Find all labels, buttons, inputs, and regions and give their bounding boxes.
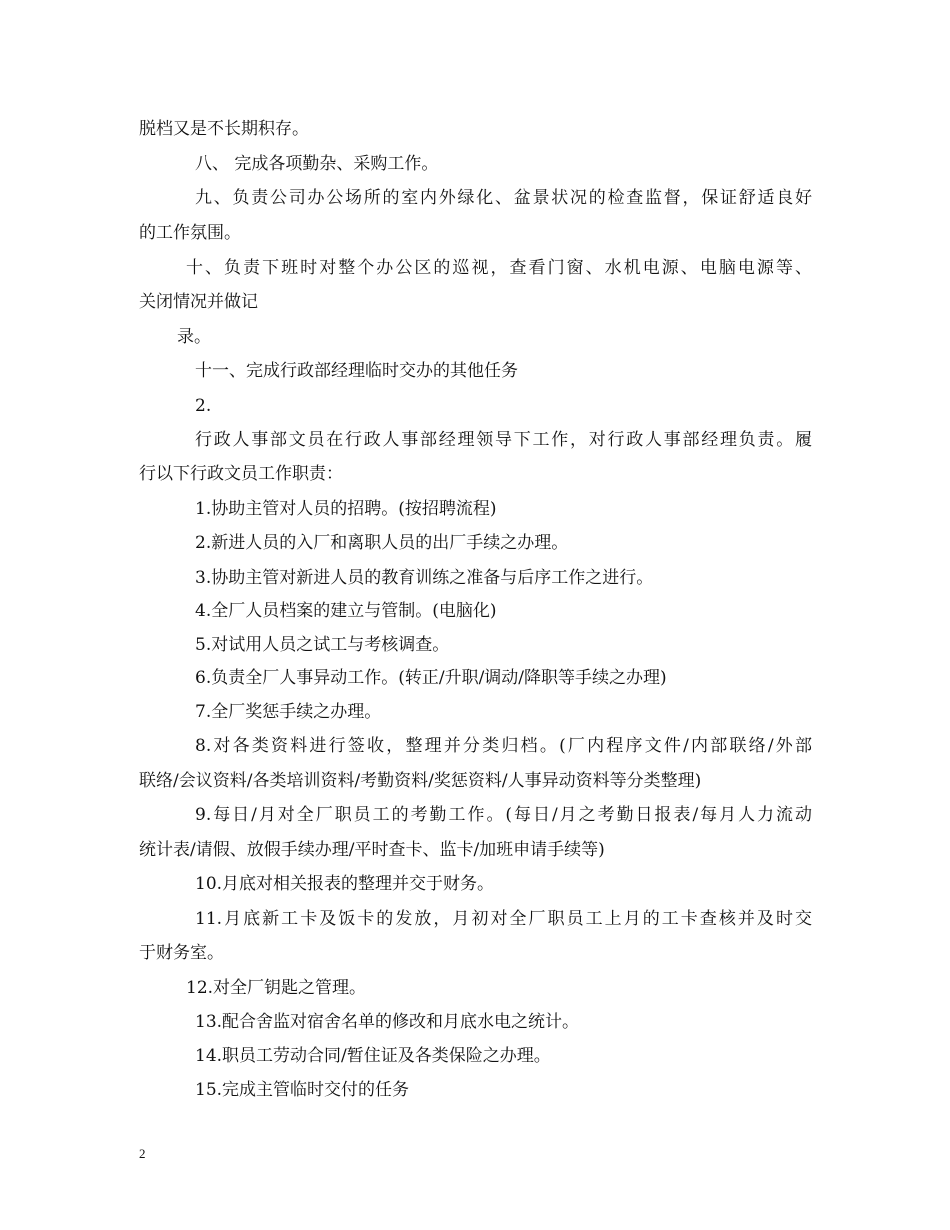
text-line: 的工作氛围。	[139, 223, 241, 243]
text-line: 录。	[177, 327, 211, 347]
text-line: 八、 完成各项勤杂、采购工作。	[195, 154, 439, 174]
text-line: 行政人事部文员在行政人事部经理领导下工作，对行政人事部经理负责。履	[195, 430, 812, 450]
text-line: 8.对各类资料进行签收，整理并分类归档。(厂内程序文件/内部联络/外部	[195, 736, 812, 756]
text-line: 6.负责全厂人事异动工作。(转正/升职/调动/降职等手续之办理)	[195, 668, 667, 688]
text-line: 7.全厂奖惩手续之办理。	[195, 702, 382, 722]
text-line: 脱档又是不长期积存。	[139, 119, 309, 139]
text-line: 9.每日/月对全厂职员工的考勤工作。(每日/月之考勤日报表/每月人力流动	[195, 805, 812, 825]
text-line: 行以下行政文员工作职责：	[139, 464, 343, 484]
text-line: 1.协助主管对人员的招聘。(按招聘流程)	[195, 499, 497, 519]
text-line: 11.月底新工卡及饭卡的发放，月初对全厂职员工上月的工卡查核并及时交	[195, 909, 812, 929]
text-line: 关闭情况并做记	[139, 292, 258, 312]
text-line: 4.全厂人员档案的建立与管制。(电脑化)	[195, 601, 497, 621]
text-line: 于财务室。	[139, 943, 224, 963]
text-line: 十、负责下班时对整个办公区的巡视，查看门窗、水机电源、电脑电源等、	[186, 258, 812, 278]
text-line: 2.新进人员的入厂和离职人员的出厂手续之办理。	[195, 533, 569, 553]
text-line: 14.职员工劳动合同/暂住证及各类保险之办理。	[195, 1046, 551, 1066]
page-number: 2	[139, 1146, 146, 1161]
text-line: 九、负责公司办公场所的室内外绿化、盆景状况的检查监督，保证舒适良好	[195, 188, 812, 208]
text-line: 13.配合舍监对宿舍名单的修改和月底水电之统计。	[195, 1012, 580, 1032]
text-line: 10.月底对相关报表的整理并交于财务。	[195, 874, 495, 894]
text-line: 联络/会议资料/各类培训资料/考勤资料/奖惩资料/人事异动资料等分类整理)	[139, 771, 702, 791]
text-line: 12.对全厂钥匙之管理。	[186, 978, 367, 998]
text-line: 3.协助主管对新进人员的教育训练之准备与后序工作之进行。	[195, 568, 654, 588]
text-line: 5.对试用人员之试工与考核调查。	[195, 635, 450, 655]
text-line: 统计表/请假、放假手续办理/平时查卡、监卡/加班申请手续等)	[139, 840, 605, 860]
text-line: 十一、完成行政部经理临时交办的其他任务	[195, 361, 518, 381]
text-line: 15.完成主管临时交付的任务	[195, 1080, 410, 1100]
text-line: 2.	[195, 396, 212, 416]
